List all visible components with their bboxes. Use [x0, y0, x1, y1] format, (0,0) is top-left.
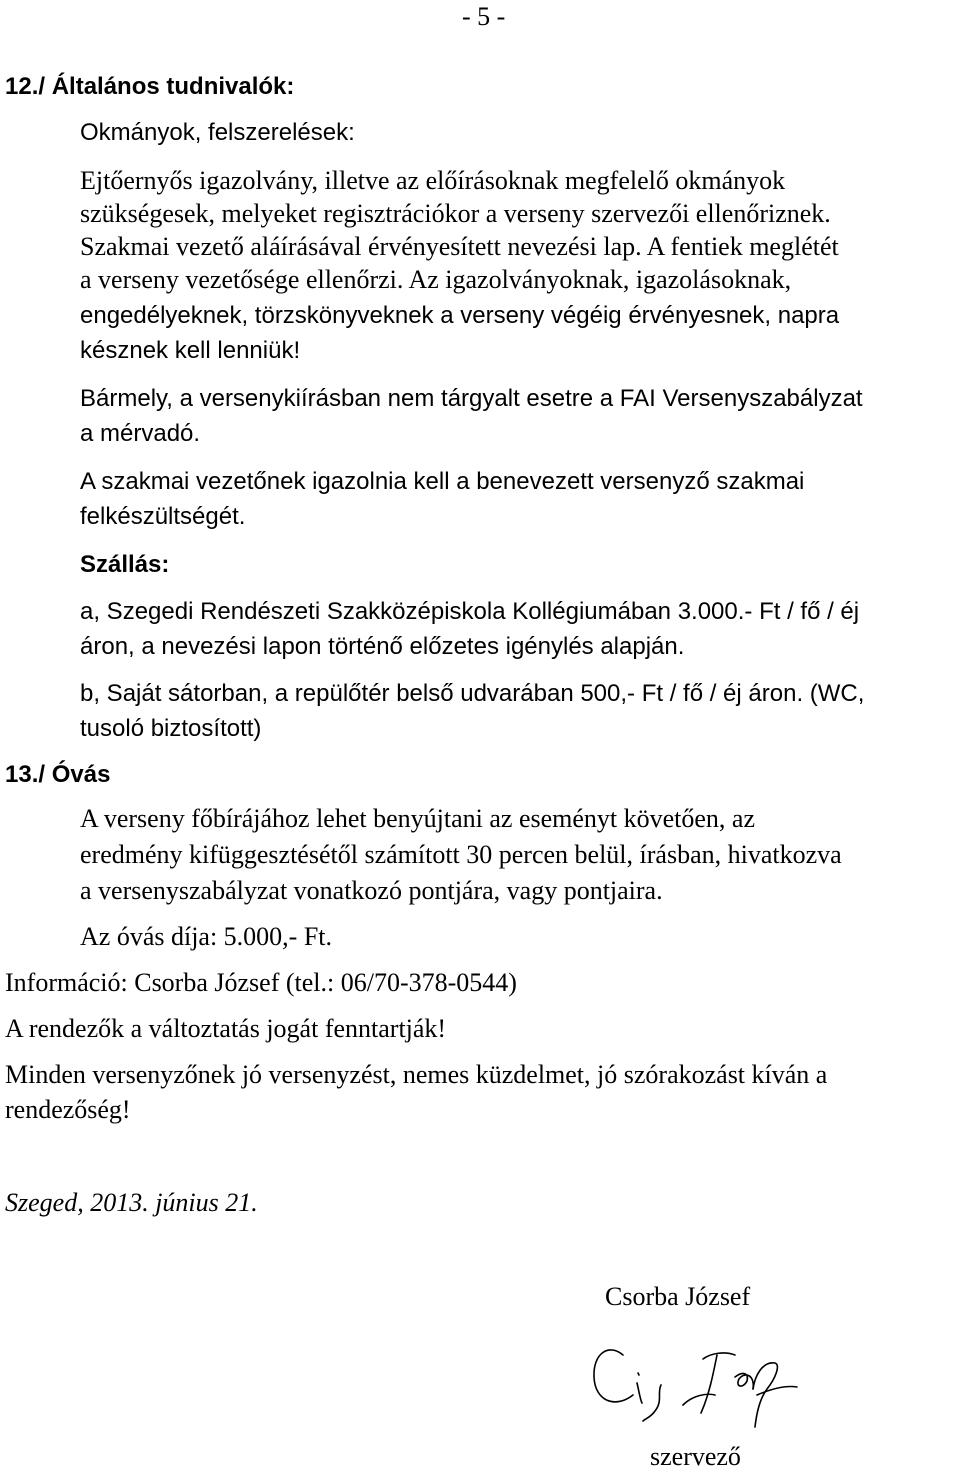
paragraph-line: Bármely, a versenykiírásban nem tárgyalt esetre a FAI Versenyszabályzat	[80, 385, 863, 412]
paragraph-line: Minden versenyzőnek jó versenyzést, nemes küzdelmet, jó szórakozást kíván a	[5, 1060, 828, 1089]
paragraph-line: a verseny vezetősége ellenőrzi. Az igazolványoknak, igazolásoknak,	[80, 265, 792, 294]
section-13-heading: 13./ Óvás	[5, 761, 111, 788]
paragraph-line: szükségesek, melyeket regisztrációkor a verseny szervezői ellenőriznek.	[80, 199, 831, 228]
signer-name: Csorba József	[605, 1282, 751, 1311]
paragraph-line: eredmény kifüggesztésétől számított 30 percen belül, írásban, hivatkozva	[80, 840, 842, 869]
paragraph-line: áron, a nevezési lapon történő előzetes igénylés alapján.	[80, 633, 685, 660]
protest-fee: Az óvás díja: 5.000,- Ft.	[80, 922, 333, 951]
paragraph-line: a versenyszabályzat vonatkozó pontjára, vagy pontjaira.	[80, 876, 663, 905]
accommodation-heading: Szállás:	[80, 551, 170, 578]
paragraph-line: A verseny főbírájához lehet benyújtani az eseményt követően, az	[80, 804, 756, 833]
paragraph-line: b, Saját sátorban, a repülőtér belső udvarában 500,- Ft / fő / éj áron. (WC,	[80, 680, 865, 707]
paragraph-line: a mérvadó.	[80, 420, 201, 447]
place-date: Szeged, 2013. június 21.	[5, 1188, 258, 1217]
page-number: - 5 -	[462, 2, 506, 31]
rights-notice: A rendezők a változtatás jogát fenntartják!	[5, 1014, 447, 1043]
paragraph-line: Ejtőernyős igazolvány, illetve az előírásoknak megfelelő okmányok	[80, 166, 786, 195]
contact-info: Információ: Csorba József (tel.: 06/70-378-0544)	[5, 968, 517, 997]
paragraph-line: rendezőség!	[5, 1095, 131, 1124]
paragraph-line: A szakmai vezetőnek igazolnia kell a benevezett versenyző szakmai	[80, 468, 805, 495]
paragraph-line: a, Szegedi Rendészeti Szakközépiskola Kollégiumában 3.000.- Ft / fő / éj	[80, 598, 860, 625]
section-12-subheading: Okmányok, felszerelések:	[80, 119, 355, 146]
paragraph-line: késznek kell lenniük!	[80, 337, 301, 364]
signer-role: szervező	[650, 1442, 741, 1471]
handwritten-signature	[585, 1335, 825, 1435]
paragraph-line: tusoló biztosított)	[80, 715, 262, 742]
paragraph-line: Szakmai vezető aláírásával érvényesített nevezési lap. A fentiek meglétét	[80, 232, 839, 261]
section-12-heading: 12./ Általános tudnivalók:	[5, 73, 295, 100]
paragraph-line: engedélyeknek, törzskönyveknek a verseny végéig érvényesnek, napra	[80, 302, 840, 329]
paragraph-line: felkészültségét.	[80, 503, 246, 530]
